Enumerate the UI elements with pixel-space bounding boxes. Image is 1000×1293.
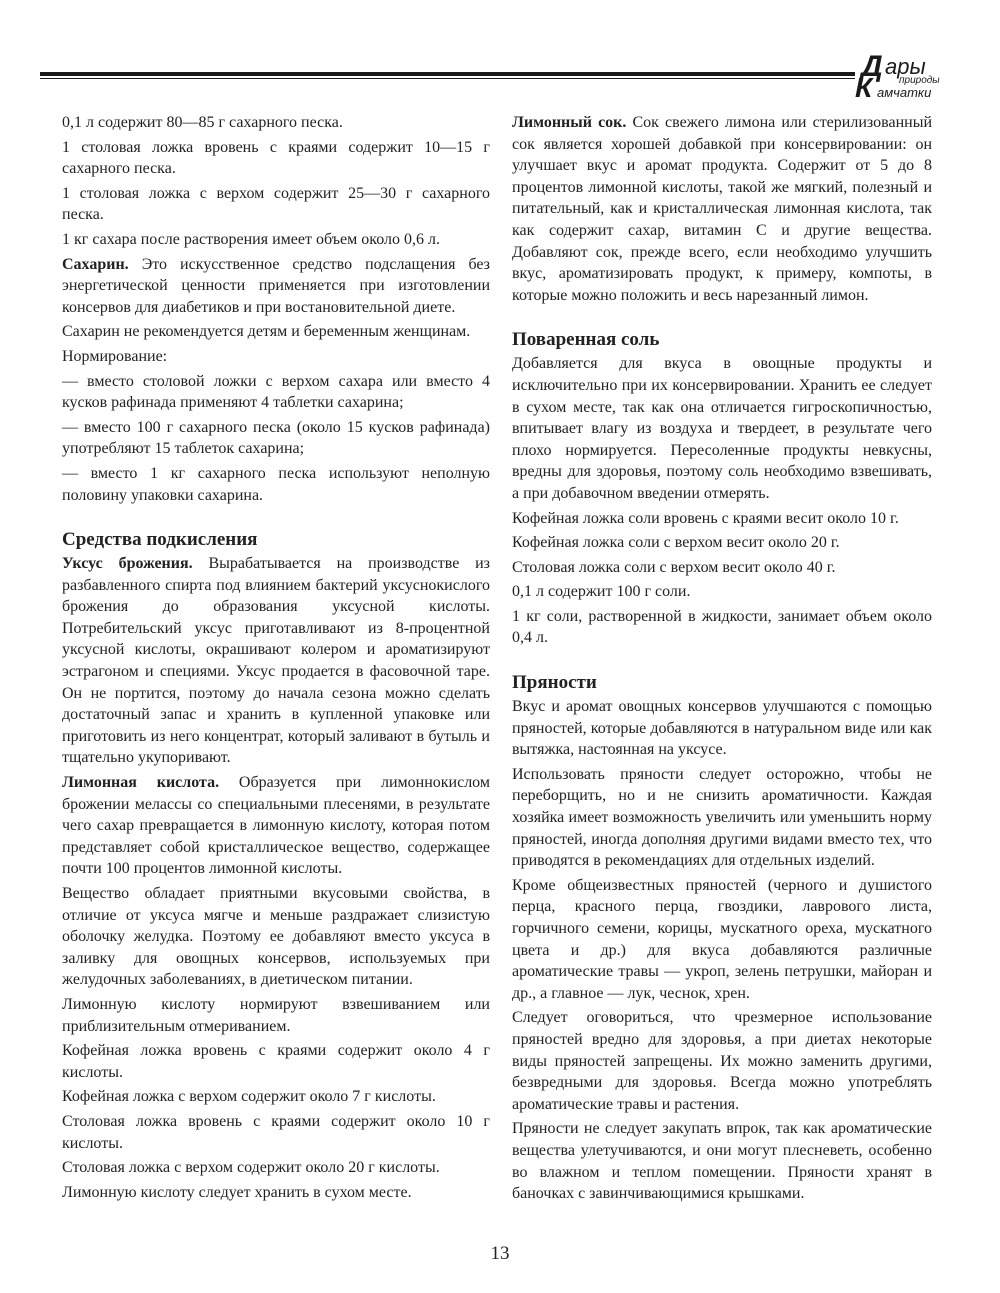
- section-heading: Средства подкисления: [62, 529, 258, 551]
- logo-text-1: ары: [885, 54, 926, 79]
- logo-text-2: амчатки: [877, 85, 932, 100]
- logo-text-small: природы: [899, 75, 940, 86]
- right-column: [512, 112, 932, 1208]
- paragraph: — вместо столовой ложки с верхом сахара или вместо 4 кусков рафинада применяют 4 таблетки сахарина;: [62, 372, 490, 412]
- paragraph: Вкус и аромат овощных консервов улучшаются с помощью пряностей, которые добавляются в натуральном виде или как вытяжка, настоянная на уксусе.: [512, 698, 932, 759]
- section-heading: Поваренная соль: [512, 329, 660, 351]
- paragraph: — вместо 100 г сахарного песка (около 15 кусков рафинада) употребляют 15 таблеток сахарина;: [62, 418, 490, 458]
- paragraph: Сахарин не рекомендуется детям и беременным женщинам.: [62, 323, 471, 341]
- paragraph: Столовая ложка соли с верхом весит около 40 г.: [512, 558, 836, 576]
- paragraph: Столовая ложка с верхом содержит около 20 г кислоты.: [62, 1159, 440, 1177]
- paragraph: Пряности не следует закупать впрок, так как ароматические вещества улетучиваются, и они могут плесневеть, особенно во влажном и теплом помещении. Пряности хранят в баночках с завинчивающимися крышками.: [512, 1120, 932, 1203]
- paragraph: Добавляется для вкуса в овощные продукты и исключительно при их консервировании. Хранить ее следует в сухом месте, так как она отличается гигроскопичностью, впитывает влагу из воздуха и твердеет, в результате чего плохо нормируется. Пересоленные продукты невкусны, вредны для здоровья, поэтому соль необходимо взвешивать, а при добавочном введении отмерять.: [512, 355, 932, 502]
- header-rule: [40, 72, 855, 76]
- logo-cap-1: Д: [861, 50, 883, 83]
- paragraph-lead-term: Лимонная кислота.: [62, 774, 220, 792]
- paragraph-lead-term: Уксус брожения.: [62, 555, 193, 573]
- left-column: [62, 112, 490, 1206]
- paragraph-text: Сок свежего лимона или стерилизованный сок является хорошей добавкой при консервировании: он улучшает вкус и аромат продукта. Содержит от 5 до 8 процентов лимонной кислоты, такой же мягкий, полезный и питательный, как и кристаллическая лимонная кислота, так как содержит сахар, витамин С и другие вещества. Добавляют сок, прежде всего, если необходимо улучшить вкус, ароматизировать продукт, к примеру, компоты, в которые можно положить и весь нарезанный лимон.: [512, 114, 933, 304]
- paragraph-lead-term: Сахарин.: [62, 255, 129, 273]
- paragraph: [62, 254, 490, 319]
- paragraph: — вместо 1 кг сахарного песка используют неполную половину упаковки сахарина.: [62, 464, 490, 504]
- paragraph: [512, 112, 932, 306]
- paragraph: 1 столовая ложка с верхом содержит 25—30 г сахарного песка.: [62, 184, 490, 224]
- paragraph: Столовая ложка вровень с краями содержит около 10 г кислоты.: [62, 1112, 490, 1152]
- logo-cap-2: К: [855, 72, 873, 103]
- paragraph: Использовать пряности следует осторожно, чтобы не переборщить, но и не снизить ароматичности. Каждая хозяйка имеет возможность увеличить или уменьшить норму пряностей, иногда дополняя другими видами вместо тех, что приводятся в рекомендациях для отдельных изделий.: [512, 765, 932, 870]
- paragraph-text: Вырабатывается на производстве из разбавленного спирта под влиянием бактерий уксуснокислого брожения до образования уксусной кислоты. Потребительский уксус приготавливают из 8-процентной уксусной кислоты, окрашивают колером и ароматизируют эстрагоном и специями. Уксус продается в фасовочной таре. Он не портится, поэтому до начала сезона можно сделать достаточный запас и хранить в купленной упаковке или приготовить из него концентрат, который заливают в бутыль и тщательно укупоривают.: [62, 555, 490, 767]
- paragraph-lead-term: Лимонный сок.: [512, 114, 627, 131]
- paragraph: Следует оговориться, что чрезмерное использование пряностей вредно для здоровья, а при диетах некоторые виды пряностей запрещены. Их можно заменить другими, безвредными для здоровья. Всегда можно употреблять ароматические травы и растения.: [512, 1009, 932, 1113]
- paragraph: 1 кг сахара после растворения имеет объем около 0,6 л.: [62, 230, 440, 248]
- paragraph-text: Это искусственное средство подслащения без энергетической ценности применяется при изготовлении консервов для диабетиков и при востановительной диете.: [62, 255, 490, 316]
- paragraph: 1 столовая ложка вровень с краями содержит 10—15 г сахарного песка.: [62, 138, 490, 178]
- paragraph: Лимонную кислоту следует хранить в сухом месте.: [62, 1183, 412, 1201]
- paragraph: [62, 772, 490, 880]
- paragraph: Лимонную кислоту нормируют взвешиванием или приблизительным отмериванием.: [62, 995, 490, 1035]
- paragraph: Кофейная ложка вровень с краями содержит около 4 г кислоты.: [62, 1042, 490, 1081]
- paragraph-text: Образуется при лимоннокислом брожении мелассы со специальными плесенями, в результате чего сахар превращается в лимонную кислоту, которая потом представляет собой кристаллическое вещество, содержащее почти 100 процентов лимонной кислоты.: [62, 774, 491, 878]
- paragraph: Нормирование:: [62, 347, 168, 365]
- paragraph: 1 кг соли, растворенной в жидкости, занимает объем около 0,4 л.: [512, 607, 932, 647]
- section-heading: Пряности: [512, 672, 597, 694]
- paragraph: 0,1 л содержит 100 г соли.: [512, 583, 691, 601]
- paragraph: Кофейная ложка с верхом содержит около 7 г кислоты.: [62, 1088, 436, 1106]
- paragraph: Кофейная ложка соли с верхом весит около 20 г.: [512, 534, 840, 552]
- paragraph: [62, 553, 490, 769]
- paragraph: Кофейная ложка соли вровень с краями весит около 10 г.: [512, 509, 899, 527]
- paragraph: 0,1 л содержит 80—85 г сахарного песка.: [62, 114, 343, 131]
- publisher-logo: [855, 52, 975, 104]
- paragraph: Вещество обладает приятными вкусовыми свойства, в отличие от уксуса мягче и меньше раздражает слизистую оболочку желудка. Поэтому ее добавляют вместо уксуса в заливку для овощных консервов, используемых при желудочных заболеваниях, в диетическом питании.: [62, 885, 490, 989]
- header-rule-thin: [40, 78, 855, 79]
- page-number: 13: [490, 1243, 510, 1264]
- paragraph: Кроме общеизвестных пряностей (черного и душистого перца, красного перца, гвоздики, лаврового листа, горчичного семени, корицы, мускатного ореха, мускатного цвета и др.) для вкуса добавляются различные ароматические травы — укроп, зелень петрушки, майоран и др., а главное — лук, чеснок, хрен.: [512, 876, 932, 1002]
